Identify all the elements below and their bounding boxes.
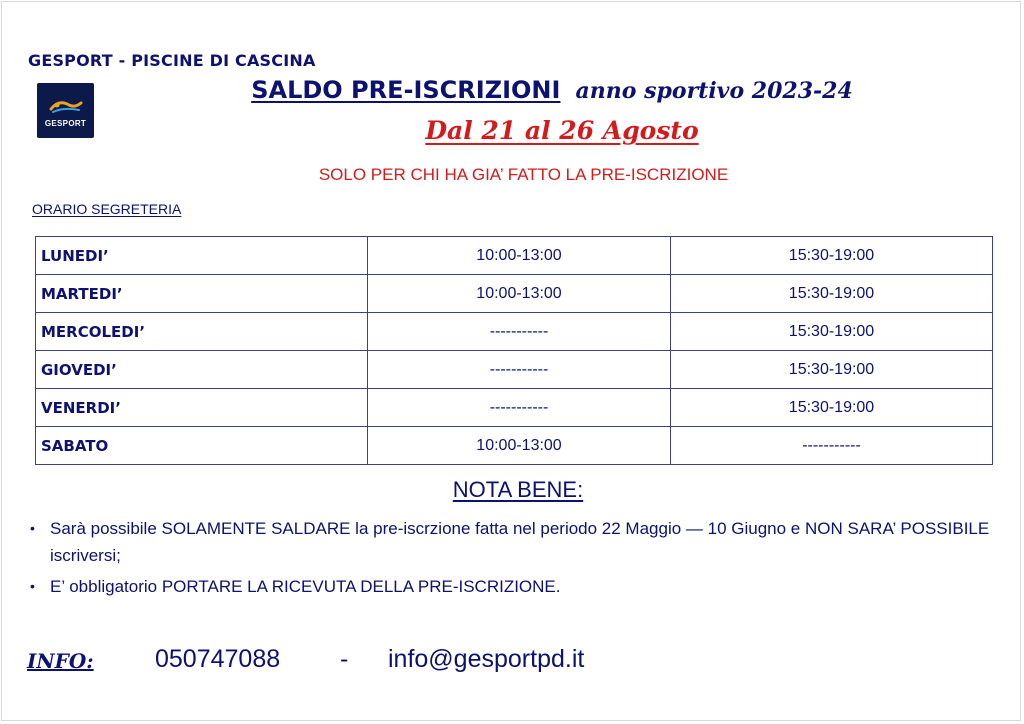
bullet-icon: • (30, 578, 35, 594)
table-row (36, 389, 993, 427)
day-cell: SABATO (36, 427, 368, 465)
notes-heading: NOTA BENE: (452, 477, 584, 502)
eligibility-notice: SOLO PER CHI HA GIA’ FATTO LA PRE-ISCRIZIONE (318, 165, 729, 184)
morning-cell: ----------- (368, 389, 671, 427)
phone-number[interactable]: 050747088 (155, 645, 281, 673)
table-row (36, 275, 993, 313)
afternoon-cell: 15:30-19:00 (671, 313, 993, 351)
office-hours-table (35, 236, 993, 465)
bullet-icon: • (30, 520, 35, 536)
day-cell: MARTEDI’ (36, 275, 368, 313)
day-cell: LUNEDI’ (36, 237, 368, 275)
season-subtitle: anno sportivo 2023-24 (575, 78, 853, 104)
day-cell: VENERDI’ (36, 389, 368, 427)
morning-cell: ----------- (368, 351, 671, 389)
office-hours-label: ORARIO SEGRETERIA (32, 201, 182, 217)
table-row (36, 237, 993, 275)
day-cell: MERCOLEDI’ (36, 313, 368, 351)
page-title: SALDO PRE-ISCRIZIONI (251, 76, 561, 104)
afternoon-cell: ----------- (671, 427, 993, 465)
email-link[interactable]: info@gesportpd.it (388, 645, 585, 673)
date-range: Dal 21 al 26 Agosto (425, 116, 699, 145)
morning-cell: 10:00-13:00 (368, 427, 671, 465)
table-row (36, 351, 993, 389)
morning-cell: 10:00-13:00 (368, 237, 671, 275)
morning-cell: ----------- (368, 313, 671, 351)
day-cell: GIOVEDI’ (36, 351, 368, 389)
note-text: Sarà possibile SOLAMENTE SALDARE la pre-iscrzione fatta nel periodo 22 Maggio — 10 Giugno e NON SARA’ POSSIBILE iscriversi; (50, 519, 990, 565)
table-row (36, 313, 993, 351)
afternoon-cell: 15:30-19:00 (671, 275, 993, 313)
morning-cell: 10:00-13:00 (368, 275, 671, 313)
notes-list (30, 515, 990, 600)
table-row (36, 427, 993, 465)
list-item (30, 515, 990, 569)
note-text: E’ obbligatorio PORTARE LA RICEVUTA DELLA PRE-ISCRIZIONE. (50, 577, 561, 596)
afternoon-cell: 15:30-19:00 (671, 389, 993, 427)
info-label: INFO: (27, 649, 94, 673)
contact-separator: - (340, 645, 349, 673)
list-item (30, 573, 990, 600)
organization-name: GESPORT - PISCINE DI CASCINA (28, 51, 316, 70)
afternoon-cell: 15:30-19:00 (671, 351, 993, 389)
logo-text: GESPORT (44, 119, 87, 128)
afternoon-cell: 15:30-19:00 (671, 237, 993, 275)
title-line (0, 76, 1024, 104)
